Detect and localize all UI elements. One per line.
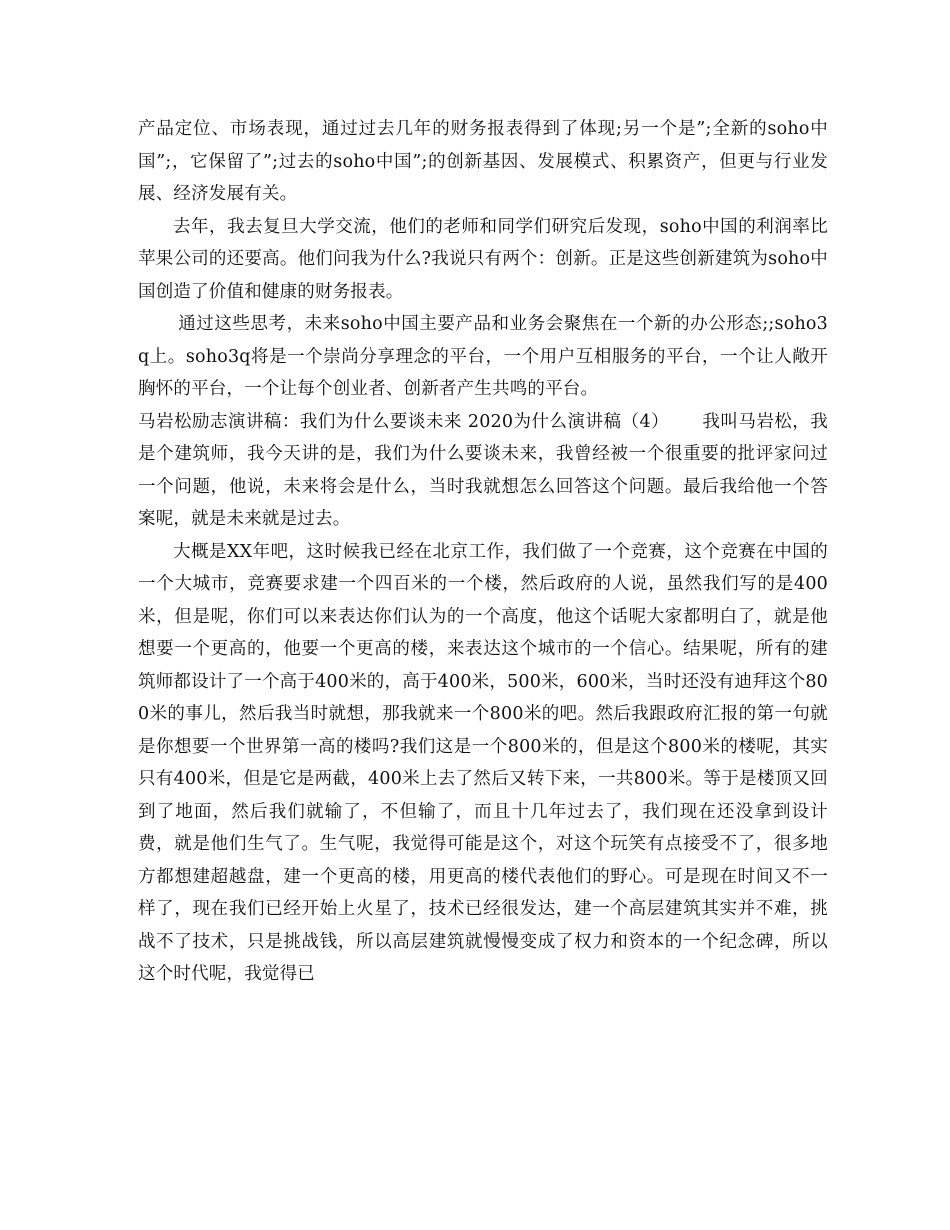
paragraph-3: 通过这些思考，未来soho中国主要产品和业务会聚焦在一个新的办公形态;;soho3q上。soho3q将是一个崇尚分享理念的平台，一个用户互相服务的平台，一个让人敞开胸怀的平台，一个让每个创业者、创新者产生共鸣的平台。 (138, 314, 828, 399)
document-body (138, 113, 828, 991)
paragraph-4-speech-title: 马岩松励志演讲稿：我们为什么要谈未来 2020为什么演讲稿（4） 我叫马岩松，我是个建筑师，我今天讲的是，我们为什么要谈未来，我曾经被一个很重要的批评家问过一个问题，他说，未来将会是什么，当时我就想怎么回答这个问题。最后我给他一个答案呢，就是未来就是过去。 (138, 411, 828, 529)
paragraph-5: 大概是XX年吧，这时候我已经在北京工作，我们做了一个竞赛，这个竞赛在中国的一个大城市，竞赛要求建一个四百米的一个楼，然后政府的人说，虽然我们写的是400米，但是呢，你们可以来表达你们认为的一个高度，他这个话呢大家都明白了，就是他想要一个更高的，他要一个更高的楼，来表达这个城市的一个信心。结果呢，所有的建筑师都设计了一个高于400米的，高于400米，500米，600米，当时还没有迪拜这个800米的事儿，然后我当时就想，那我就来一个800米的吧。然后我跟政府汇报的第一句就是你想要一个世界第一高的楼吗?我们这是一个800米的，但是这个800米的楼呢，其实只有400米，但是它是两截，400米上去了然后又转下来，一共800米。等于是楼顶又回到了地面，然后我们就输了，不但输了，而且十几年过去了，我们现在还没拿到设计费，就是他们生气了。生气呢，我觉得可能是这个，对这个玩笑有点接受不了，很多地方都想建超越盘，建一个更高的楼，用更高的楼代表他们的野心。可是现在时间又不一样了，现在我们已经开始上火星了，技术已经很发达，建一个高层建筑其实并不难，挑战不了技术，只是挑战钱，所以高层建筑就慢慢变成了权力和资本的一个纪念碑，所以这个时代呢，我觉得已 (138, 541, 828, 984)
paragraph-1: 产品定位、市场表现，通过过去几年的财务报表得到了体现;另一个是”;全新的soho中国”;，它保留了”;过去的soho中国”;的创新基因、发展模式、积累资产，但更与行业发展、经济发展有关。 (138, 119, 828, 204)
paragraph-2: 去年，我去复旦大学交流，他们的老师和同学们研究后发现，soho中国的利润率比苹果公司的还要高。他们问我为什么?我说只有两个：创新。正是这些创新建筑为soho中国创造了价值和健康的财务报表。 (138, 216, 828, 302)
